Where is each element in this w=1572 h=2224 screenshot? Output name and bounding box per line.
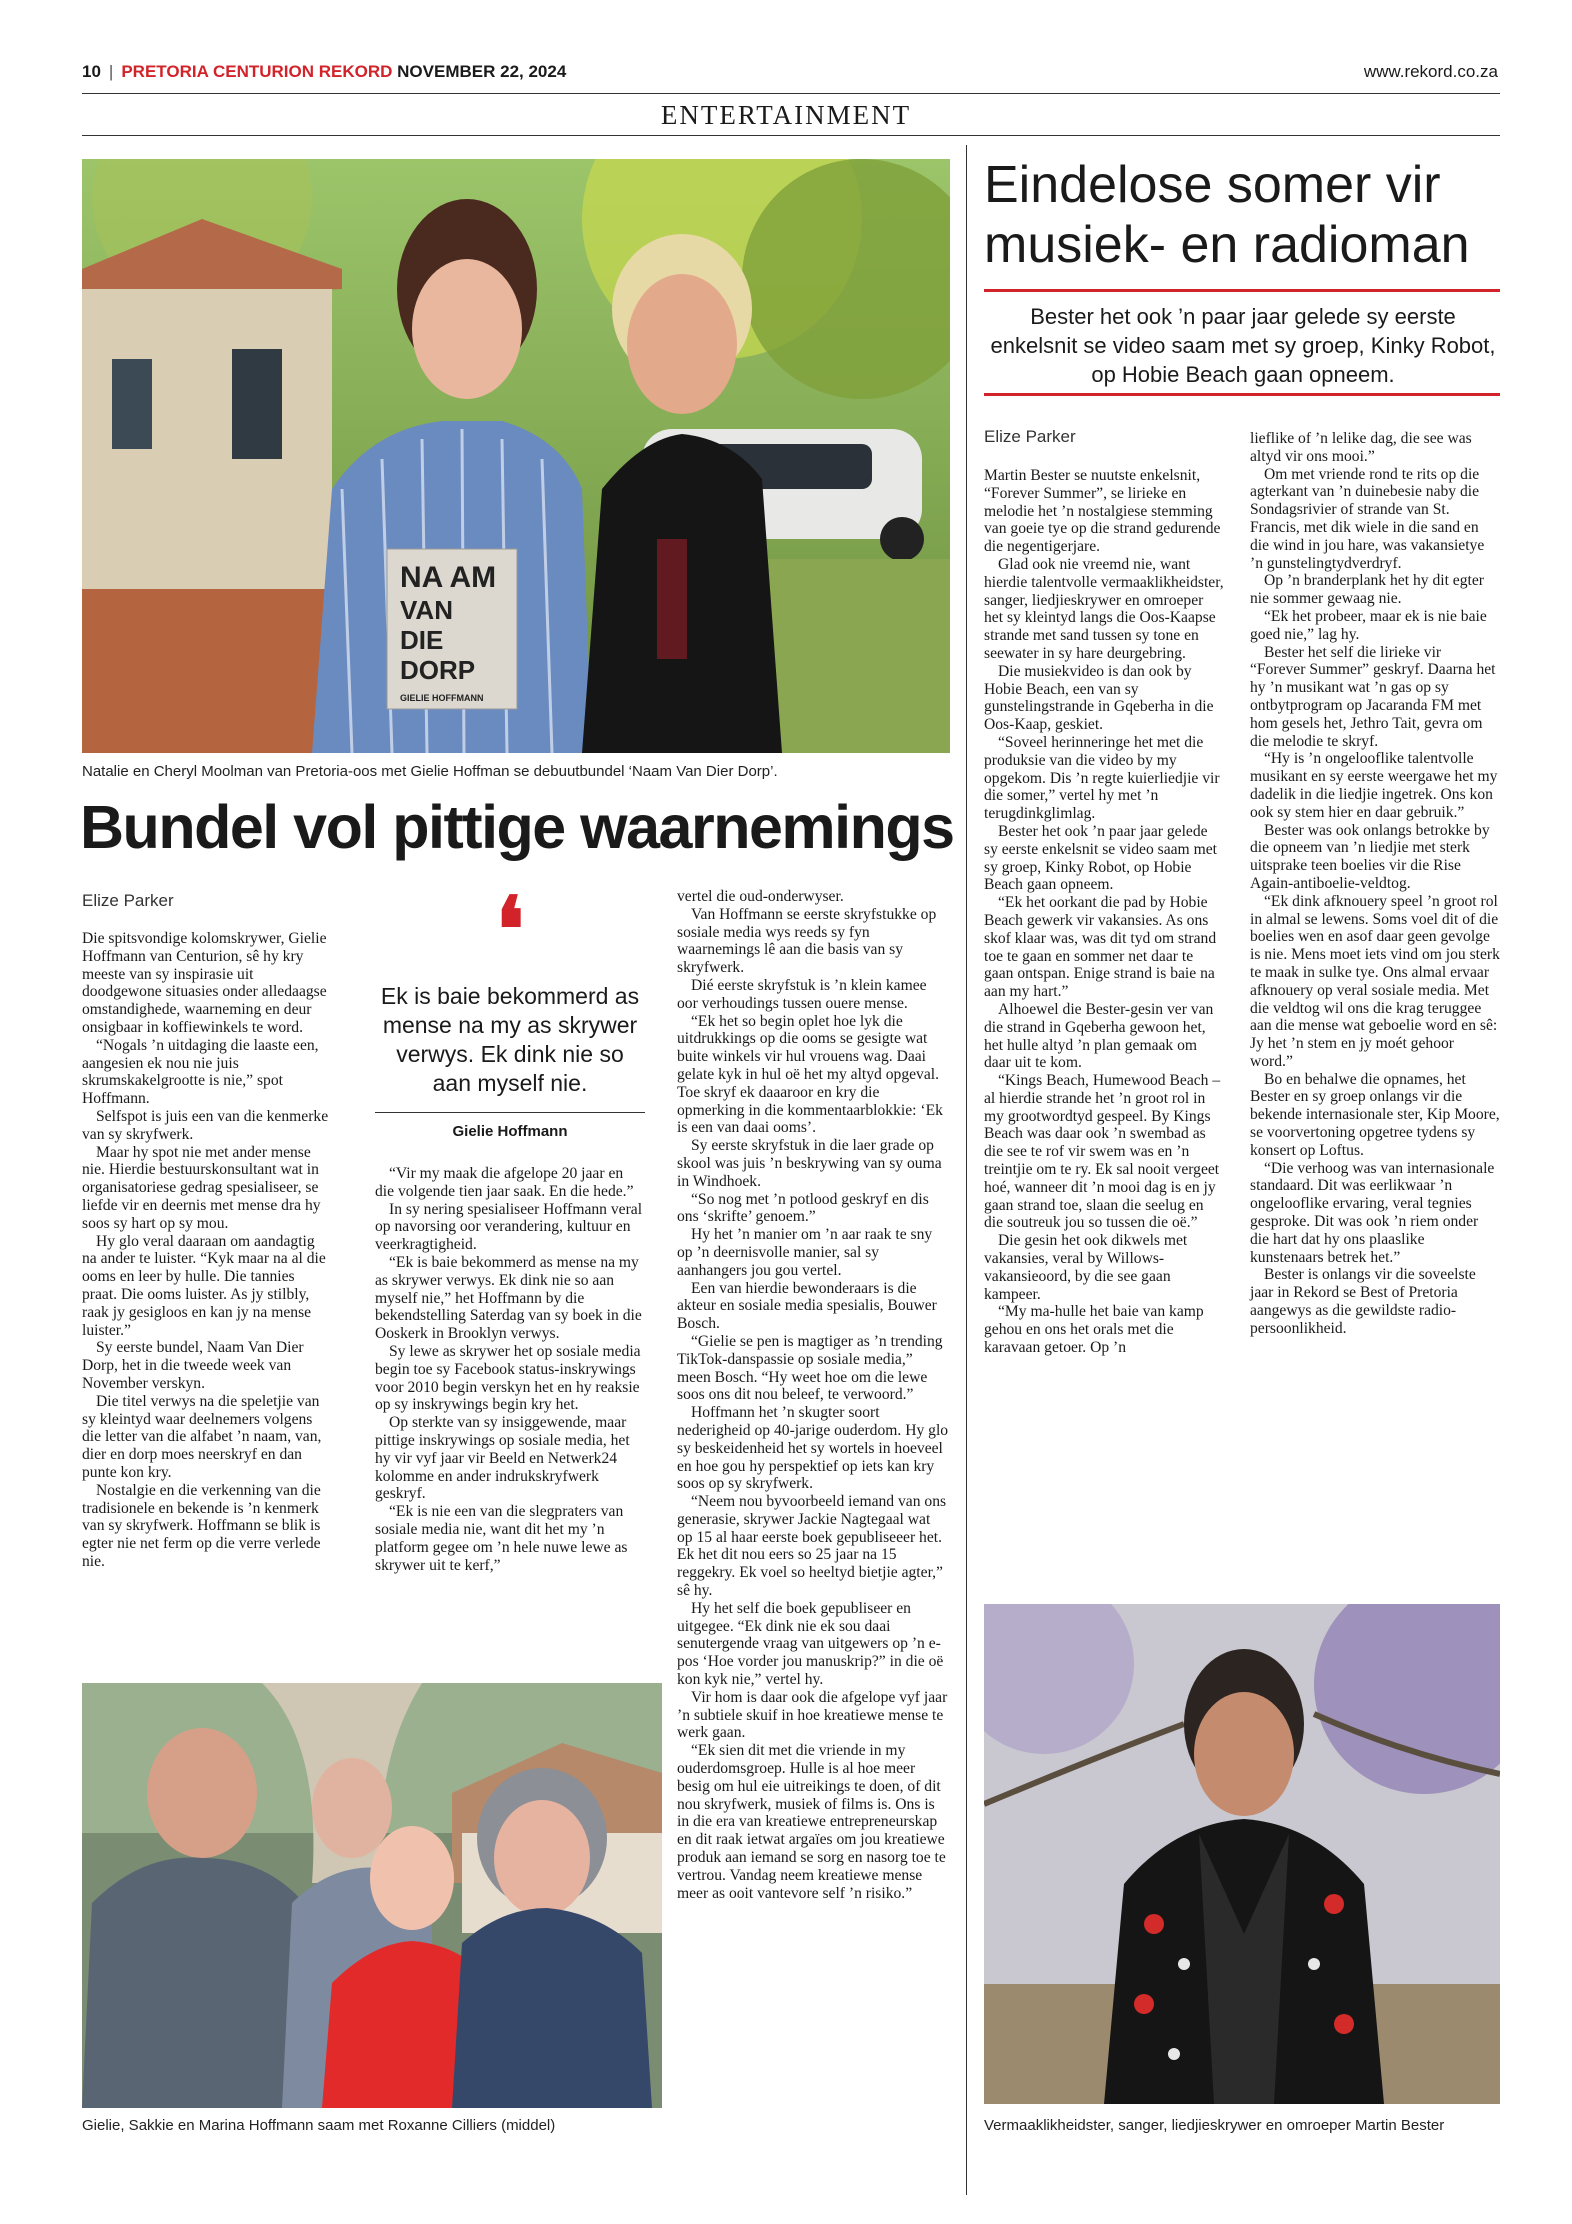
photo-hoffmann-family-image <box>82 1683 662 2108</box>
right-col1-p0: Martin Bester se nuutste enkelsnit, “Forever Summer”, se lirieke en melodie het ’n nostalgiese stemming van goeie tye op die strand gedurende die negentigerjare. <box>984 467 1221 556</box>
right-col1-p9: “My ma-hulle het baie van kamp gehou en ons het orals met die karavaan getoer. Op ’n <box>984 1303 1204 1357</box>
photo-natalie-cheryl-image <box>82 159 950 753</box>
right-col2-p0: lieflike of ’n lelike dag, die see was altyd vir ons mooi.” <box>1250 430 1472 465</box>
left-col1-p7: Nostalgie en die verkenning van die tradisionele en bekende is ’n kenmerk van sy skryfwerk. Hoffmann se blik is egter nie net ferm op die verre verlede nie. <box>82 1481 321 1570</box>
section-rule <box>82 135 1500 136</box>
left-col3-p9: Hoffmann het ’n skugter soort nederigheid op 40-jarige ouderdom. Hy glo sy beskeidenheid het sy wortels in hoeveel en hoe gou hy perspektief op iets kan kry soos op sy skryfwerk. <box>677 1404 949 1493</box>
left-col1-p4: Hy glo veral daaraan om aandagtig na ander te luister. “Kyk maar na al die ooms en leer by hulle. Die tannies praat. Die ooms luister. As jy stilbly, raak jy gesigloos en kan jy na mense luister.” <box>82 1232 326 1339</box>
issue-date: NOVEMBER 22, 2024 <box>397 62 567 81</box>
right-headline-red-rule <box>984 289 1500 292</box>
right-col1-p4: Bester het ook ’n paar jaar gelede sy eerste enkelsnit se video saam met sy groep, Kinky Robot, op Hobie Beach gaan opneem. <box>984 822 1217 894</box>
header-rule <box>82 93 1500 94</box>
pull-quote-text: Ek is baie bekommerd as mense na my as skrywer verwys. Ek dink nie so aan myself nie. <box>380 983 640 1096</box>
right-headline-line2: musiek- en radioman <box>984 216 1470 274</box>
right-col1-p8: Die gesin het ook dikwels met vakansies, veral by Willows-vakansieoord, by die see gaan kampeer. <box>984 1232 1188 1303</box>
book-cover-line3: DIE <box>400 625 444 655</box>
page-number: 10 <box>82 62 101 81</box>
right-standfirst: Bester het ook ’n paar jaar gelede sy eerste enkelsnit se video saam met sy groep, Kinky Robot, op Hobie Beach gaan opneem. <box>990 304 1496 387</box>
book-cover-line4: DORP <box>400 655 476 685</box>
left-col3-p2: Dié eerste skryfstuk is ’n klein kamee oor verhoudings tussen ouere mense. <box>677 976 927 1012</box>
left-col3-p4: Sy eerste skryfstuk in die laer grade op skool was juis ’n beskrywing van sy ouma in Windhoek. <box>677 1137 942 1190</box>
right-col2-p1: Om met vriende rond te rits op die agterkant van ’n duinebesie naby die Sondagsrivier of strande van St. Francis, met dik wiele in die sand en die wind in jou hare, was vakansietye ’n gunstelingtydverdryf. <box>1250 465 1485 572</box>
left-col3-p12: Vir hom is daar ook die afgelope vyf jaar ’n subtiele skuif in hoe kreatiewe mense te werk gaan. <box>677 1688 948 1742</box>
left-col2-p4: Op sterkte van sy insiggewende, maar pittige inskrywings op sosiale media, het hy vir vyf jaar vir Beeld en Netwerk24 kolomme en ander indrukskryfwerk geskryf. <box>375 1414 630 1503</box>
left-col3-p8: “Gielie se pen is magtiger as ’n trending TikTok-danspassie op sosiale media,” meen Bosch. “Hy weet hoe om die lewe soos ons dit nou beleef, te verwoord.” <box>677 1332 943 1404</box>
left-col3-p11: Hy het self die boek gepubliseer en uitgegee. “Ek dink nie ek sou daai senutergende vraag van uitgewers op ’n e-pos ‘Hoe vorder jou manuskrip?” in die oë kon kyk nie,” vertel hy. <box>677 1599 944 1689</box>
article-divider <box>966 145 967 2195</box>
right-col2-p10: Bester is onlangs vir die soveelste jaar in Rekord se Best of Pretoria aangewys as die gewildste radio-persoonlikheid. <box>1250 1266 1476 1337</box>
right-headline <box>984 155 1504 275</box>
pull-quote-block <box>375 877 645 1140</box>
left-col3-p13: “Ek sien dit met die vriende in my ouderdomsgroep. Hulle is al hoe meer besig om hul eie uitreikings te doen, of dit nou skryfwerk, musiek of films is. Ons is in die era van kreatiewe entrepreneurskap en dit raak ietwat argaïes om jou kreatiewe produk aan iemand se sorg en nasorg toe te vertrou. Vandag neem kreatiewe mense meer as ooit vantevore self ’n risiko.” <box>677 1742 946 1902</box>
left-col1-p6: Die titel verwys na die speletjie van sy kleintyd waar deelnemers volgens die letter van die alfabet ’n naam, van, dier en dorp moes neerskryf en dan punte kon kry. <box>82 1392 322 1481</box>
right-col2-p3: “Ek het probeer, maar ek is nie baie goed nie,” lag hy. <box>1250 607 1487 643</box>
left-col3-p3: “Ek het so begin oplet hoe lyk die uitdrukkings op die ooms se gesigte wat buite winkels vir hul vrouens wag. Daai gelate kyk in hul oë het my altyd opgeval. Toe skryf ek daaaroor en kry die opmerking in die kommentaarblokkie: ‘Ek is een van daai ooms’. <box>677 1012 943 1137</box>
quote-mark-icon: ❛ <box>495 877 525 983</box>
left-col1-p2: Selfspot is juis een van die kenmerke van sy skryfwerk. <box>82 1107 329 1143</box>
book-cover-line2: VAN <box>400 595 453 625</box>
left-col1-p5: Sy eerste bundel, Naam Van Dier Dorp, het in die tweede week van November verskyn. <box>82 1339 304 1392</box>
right-col1-p6: Alhoewel die Bester-gesin ver van die strand in Gqeberha gewoon het, het hulle altyd ’n plan gemaak om daar uit te kom. <box>984 1000 1214 1072</box>
right-col-1 <box>984 467 1224 1357</box>
left-col3-p6: Hy het ’n manier om ’n aar raak te sny op ’n deernisvolle manier, sal sy aanhangers jou gou vertel. <box>677 1226 933 1279</box>
book-cover-line1: NA AM <box>400 561 497 594</box>
pull-quote-rule <box>375 1112 645 1113</box>
right-col2-p4: Bester het self die lirieke vir “Forever Summer” geskryf. Daarna het hy ’n musikant wat ’n gas op sy ontbytprogram op Jacaranda FM met hom gesels het, Jethro Tait, gevra om die melodie te skryf. <box>1250 643 1496 750</box>
right-headline-line1: Eindelose somer vir <box>984 156 1441 214</box>
left-col2-p5: “Ek is nie een van die slegpraters van sosiale media nie, want dit het my ’n platform gegee om ’n hele nuwe lewe as skrywer uit te kerf,” <box>375 1503 628 1574</box>
left-col3-p10: “Neem nou byvoorbeeld iemand van ons generasie, skrywer Jackie Nagtegaal wat op 15 al haar eerste boek gepubliseeer het. Ek het dit nou eers so 25 jaar na 15 reggekry. Ek voel so heeltyd bietjie agter,” sê hy. <box>677 1493 947 1600</box>
right-col2-p9: “Die verhoog was van internasionale standaard. Dit was eerlikwaar ’n ongelooflike ervaring, veral tegnies gesproke. Dit was ook ’n riem onder die hart dat hy ons plaaslike kunstenaars betrek het.” <box>1250 1159 1495 1266</box>
photo-natalie-cheryl <box>82 159 950 753</box>
right-col2-p5: “Hy is ’n ongelooflike talentvolle musikant en sy eerste weergawe het my dadelik in die liedjie ingetrek. Ons kon ook sy stem hier en daar gebruik.” <box>1250 750 1498 821</box>
left-headline: Bundel vol pittige waarnemings <box>80 793 954 861</box>
left-col1-p0: Die spitsvondige kolomskrywer, Gielie Hoffmann van Centurion, sê hy kry meeste van sy inspirasie uit doodgewone situasies onder alledaagse omstandighede, waarneming en deur onsigbaar in koffiewinkels te word. <box>82 930 327 1036</box>
right-byline: Elize Parker <box>984 427 1076 446</box>
photo-martin-bester <box>984 1604 1500 2104</box>
left-col2-p2: “Ek is baie bekommerd as mense na my as skrywer verwys. Ek dink nie so aan myself nie,” het Hoffmann by die bekendstelling Saterdag van sy boek in die Ooskerk in Brooklyn verwys. <box>375 1253 642 1343</box>
page-folio <box>82 62 566 82</box>
photo-bottom-caption: Gielie, Sakkie en Marina Hoffmann saam met Roxanne Cilliers (middel) <box>82 2117 556 2134</box>
left-col2-p1: In sy nering spesialiseer Hoffmann veral op navorsing oor verandering, kultuur en veerkragtigheid. <box>375 1200 643 1254</box>
publication-name: PRETORIA CENTURION REKORD <box>121 62 393 81</box>
book-cover-author: GIELIE HOFFMANN <box>400 693 484 703</box>
left-col-1 <box>82 930 329 1571</box>
right-col2-p8: Bo en behalwe die opnames, het Bester en sy groep onlangs vir die bekende internasionale ster, Kip Moore, se voorvertoning opgetree tydens sy konsert op Loftus. <box>1250 1070 1500 1159</box>
left-byline: Elize Parker <box>82 891 174 910</box>
photo-martin-bester-image <box>984 1604 1500 2104</box>
photo-top-caption: Natalie en Cheryl Moolman van Pretoria-oos met Gielie Hoffman se debuutbundel ‘Naam Van Dier Dorp’. <box>82 763 778 780</box>
photo-hoffmann-family <box>82 1683 662 2108</box>
photo-martin-caption: Vermaaklikheidster, sanger, liedjieskrywer en omroeper Martin Bester <box>984 2117 1445 2134</box>
website-link[interactable]: www.rekord.co.za <box>1363 62 1498 81</box>
left-col-3 <box>677 888 949 1902</box>
right-col1-p1: Glad ook nie vreemd nie, want hierdie talentvolle vermaaklikheidster, sanger, liedjieskrywer en omroeper het sy kleintyd langs die Oos-Kaapse strande met sand tussen sy tone en seewater in sy hare deurgebring. <box>984 555 1224 662</box>
left-col3-p0: vertel die oud-onderwyser. <box>677 888 844 905</box>
left-col1-p3: Maar hy spot nie met ander mense nie. Hierdie bestuurskonsultant wat in organisatoriese gedrag spesialiseer, se liefde vir en deernis met mense dra hy soos sy hart op sy mou. <box>82 1143 321 1232</box>
left-col2-p0: “Vir my maak die afgelope 20 jaar en die volgende tien jaar saak. En die hede.” <box>375 1165 634 1200</box>
right-standfirst-red-rule <box>984 393 1500 396</box>
pull-quote-attribution: Gielie Hoffmann <box>452 1123 568 1140</box>
right-col-2 <box>1250 430 1500 1338</box>
left-col3-p1: Van Hoffmann se eerste skryfstukke op sosiale media wys reeds sy fyn waarnemings lê aan die basis van sy skryfwerk. <box>677 905 937 977</box>
left-col3-p5: “So nog met ’n potlood geskryf en dis ons ‘skrifte’ genoem.” <box>677 1190 929 1226</box>
left-col1-p1: “Nogals ’n uitdaging die laaste een, aangesien ek nou nie juis skrumskakelgrootte is nie,” spot Hoffmann. <box>82 1036 319 1108</box>
right-col1-p3: “Soveel herinneringe het met die produksie van die video by my opgekom. Dis ’n regte kuierliedjie vir die somer,” vertel hy met ’n terugdinkglimlag. <box>984 733 1220 823</box>
section-title: ENTERTAINMENT <box>660 100 912 130</box>
left-col3-p7: Een van hierdie bewonderaars is die akteur en sosiale media spesialis, Bouwer Bosch. <box>677 1279 937 1333</box>
right-col2-p7: “Ek dink afknouery speel ’n groot rol in almal se lewens. Soms voel dit of die boelies wen en asof daar geen gevolge is nie. Mens moet iets vind om jou sterk te maak in sulke tye. Ons almal ervaar afknouery op veral sosiale media. Met die veldtog wil ons die krag teruggee aan die mense wat geboelie word en sê: Jy het ’n stem en jy moét gehoor word.” <box>1250 892 1500 1070</box>
folio-separator: | <box>108 62 114 81</box>
right-col1-p7: “Kings Beach, Humewood Beach – al hierdie strande het ’n groot rol in my grootwordtyd gespeel. By Kings Beach was daar ook ’n swembad as die see te rof vir swem was en ’n treintjie om te ry. Ek sal nooit vergeet hoé, wanneer dit ’n mooi dag is en jy gaan strand toe, slaan die seelug en die soutreuk jou so tussen die oë.” <box>984 1072 1221 1232</box>
right-col1-p5: “Ek het oorkant die pad by Hobie Beach gewerk vir vakansies. As ons skof klaar was, was dit tyd om strand toe te gaan en sommer net daar te gaan ontspan. Enige strand is baie na aan my hart.” <box>984 894 1217 1001</box>
right-col2-p6: Bester was ook onlangs betrokke by die opneem van ’n liedjie met sterk uitsprake teen boelies vir die Rise Again-antiboelie-veldtog. <box>1250 821 1490 892</box>
left-col-2 <box>375 1165 645 1574</box>
right-col1-p2: Die musiekvideo is dan ook by Hobie Beach, een van sy gunstelingstrande in Gqeberha in die Oos-Kaap, geskiet. <box>984 662 1214 734</box>
left-col2-p3: Sy lewe as skrywer het op sosiale media begin toe sy Facebook status-inskrywings voor 2010 begin verskyn het en hy reaksie op sy inskrywings begin kry het. <box>375 1342 641 1414</box>
right-col2-p2: Op ’n branderplank het hy dit egter nie sommer gewaag nie. <box>1250 572 1484 608</box>
